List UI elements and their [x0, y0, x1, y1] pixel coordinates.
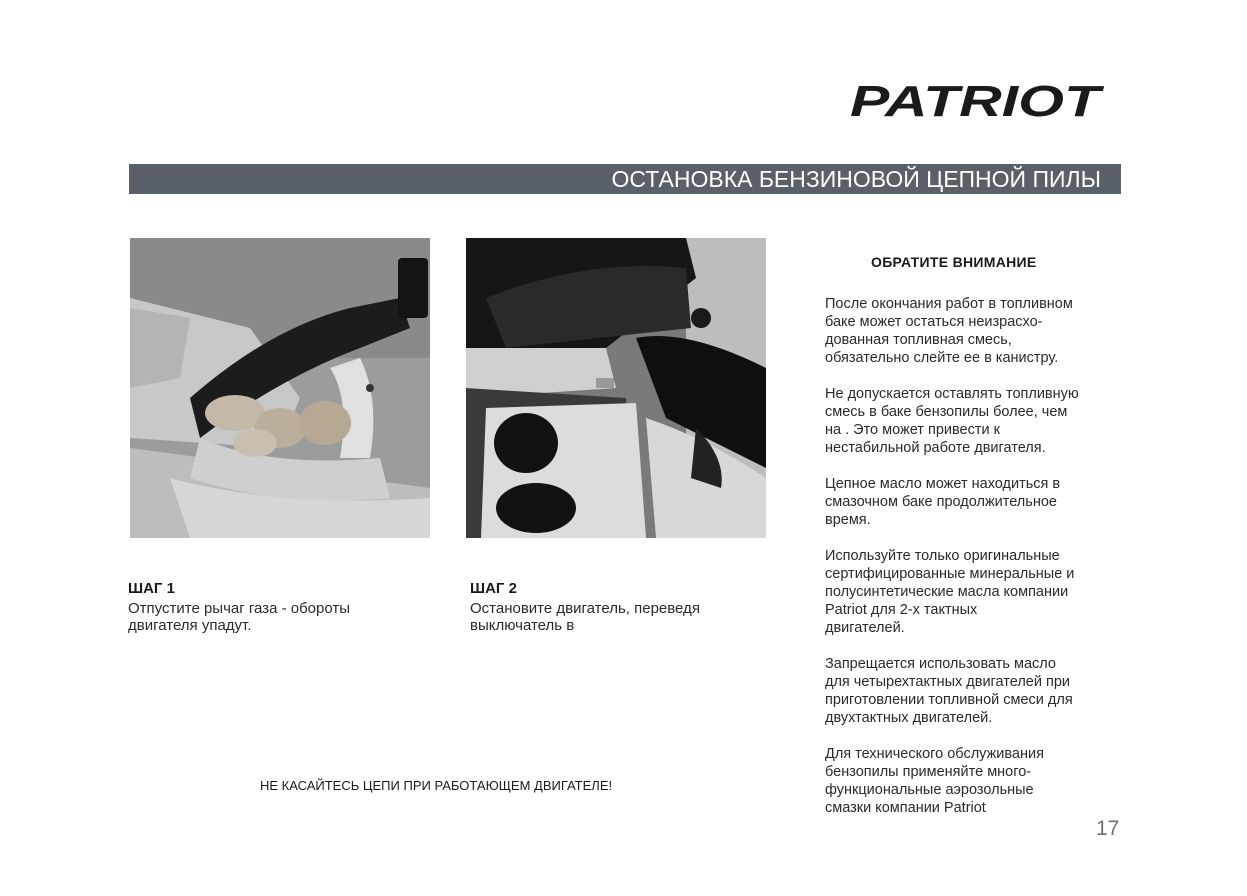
step-text-line: Остановите двигатель, переведя [470, 600, 700, 617]
step2-photo [466, 238, 766, 538]
notice-line: Цепное масло может находиться в [825, 476, 1061, 492]
notice-paragraph [825, 295, 1121, 367]
notice-line: Запрещается использовать масло [825, 656, 1056, 672]
notice-line: Patriot для 2-х тактных [825, 602, 978, 618]
step-text-line: двигателя упадут. [128, 617, 252, 634]
notice-line: дованная топливная смесь, [825, 332, 1012, 348]
notice-line: бензопилы применяйте много- [825, 764, 1032, 780]
notice-title: ОБРАТИТЕ ВНИМАНИЕ [871, 254, 1037, 270]
notice-line: двухтактных двигателей. [825, 710, 993, 726]
chain-warning: НЕ КАСАЙТЕСЬ ЦЕПИ ПРИ РАБОТАЮЩЕМ ДВИГАТЕЛЕ! [260, 778, 613, 793]
notice-line: Для технического обслуживания [825, 746, 1044, 762]
notice-line: баке может остаться неизрасхо- [825, 314, 1043, 330]
notice-line: двигателей. [825, 620, 905, 636]
notice-paragraph [825, 655, 1121, 727]
notice-line: полусинтетические масла компании [825, 584, 1069, 600]
notice-paragraphs [825, 295, 1121, 817]
notice-line: время. [825, 512, 871, 528]
notice-paragraph [825, 475, 1121, 529]
step-text [470, 600, 770, 634]
notice-line: смазки компании Patriot [825, 800, 986, 816]
notice-line: смесь в баке бензопилы более, чем [825, 404, 1068, 420]
step-text-line: выключатель в [470, 617, 575, 634]
step-2 [470, 580, 770, 634]
page-number: 17 [1096, 817, 1120, 840]
notice-paragraph [825, 745, 1121, 817]
notice-paragraph [825, 547, 1121, 637]
patriot-logo [846, 78, 1104, 122]
section-header-banner [129, 164, 1121, 194]
step1-photo [130, 238, 430, 538]
notice-section [825, 254, 1121, 835]
step-text-line: Отпустите рычаг газа - обороты [128, 600, 351, 617]
notice-line: обязательно слейте ее в канистру. [825, 350, 1059, 366]
notice-line: на . Это может привести к [825, 422, 1000, 438]
logo-text: PATRIOT [850, 78, 1104, 122]
step-1 [128, 580, 428, 634]
notice-line: смазочном баке продолжительное [825, 494, 1057, 510]
page-title: ОСТАНОВКА БЕНЗИНОВОЙ ЦЕПНОЙ ПИЛЫ [611, 166, 1101, 192]
notice-line: сертифицированные минеральные и [825, 566, 1075, 582]
step-heading: ШАГ 1 [128, 580, 175, 597]
notice-line: После окончания работ в топливном [825, 296, 1073, 312]
step-heading: ШАГ 2 [470, 580, 517, 597]
notice-line: нестабильной работе двигателя. [825, 440, 1046, 456]
notice-line: для четырехтактных двигателей при [825, 674, 1071, 690]
notice-line: приготовлении топливной смеси для [825, 692, 1073, 708]
notice-line: Не допускается оставлять топливную [825, 386, 1079, 402]
step-text [128, 600, 428, 634]
notice-paragraph [825, 385, 1121, 457]
notice-line: функциональные аэрозольные [825, 782, 1034, 798]
notice-line: Используйте только оригинальные [825, 548, 1060, 564]
